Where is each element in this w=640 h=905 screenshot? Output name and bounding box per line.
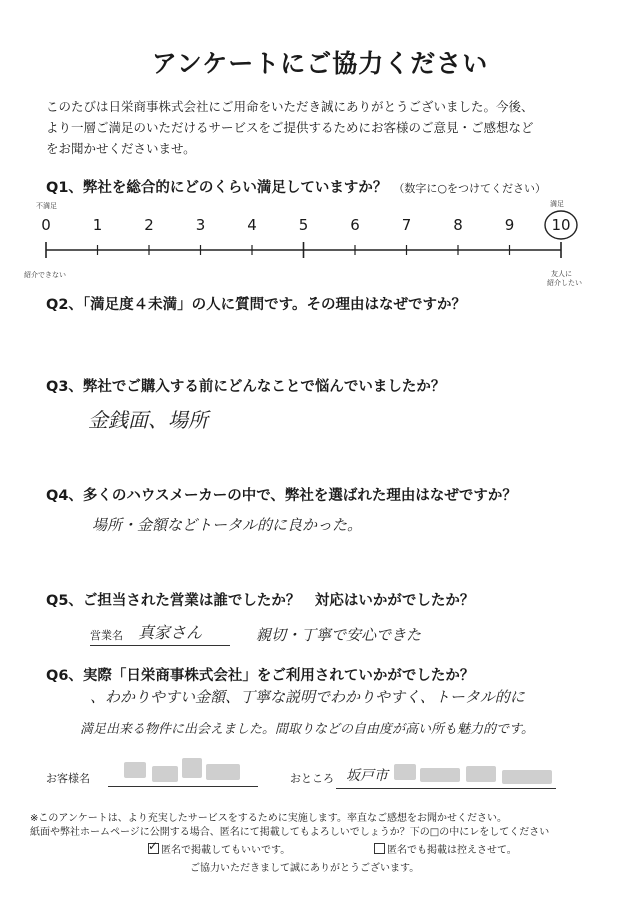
scale-number[interactable]: 4: [247, 216, 257, 234]
redacted-block: [466, 766, 496, 782]
sales-name-underline: [90, 645, 230, 646]
thanks-text: ご協力いただきまして誠にありがとうございます。: [190, 863, 420, 874]
question-4-answer: 場所・金額などトータル的に良かった。: [92, 516, 363, 534]
question-6-label: Q6、実際「日栄商事株式会社」をご利用されていかがでしたか？: [46, 668, 475, 684]
footer-note-1: ※このアンケートは、より充実したサービスをするために実施します。率直なご感想をお聞かせください。: [30, 813, 507, 824]
redacted-block: [206, 764, 240, 780]
question-5-label: Q5、ご担当された営業は誰でしたか？ 対応はいかがでしたか？: [46, 593, 475, 609]
scale-number[interactable]: 3: [195, 216, 206, 234]
scale-number[interactable]: 7: [401, 216, 412, 234]
customer-name-label: お客様名: [46, 772, 90, 785]
scale-high-top-label: 満足: [550, 200, 564, 208]
scale-low-top-label: 不満足: [36, 202, 57, 210]
scale-number[interactable]: 0: [41, 216, 51, 234]
consent-option-1-label: 匿名で掲載してもいいです。: [161, 845, 291, 856]
consent-option-2-label: 匿名でも掲載は控えさせて。: [387, 845, 517, 856]
question-3-label: Q3、弊社でご購入する前にどんなことで悩んでいましたか？: [46, 379, 446, 395]
checkbox-empty-icon[interactable]: [374, 843, 385, 854]
address-underline: [336, 788, 556, 789]
question-1: [46, 176, 546, 197]
scale-number[interactable]: 10: [551, 216, 571, 234]
address-label: おところ: [290, 772, 334, 785]
question-6-answer-line-2: 満足出来る物件に出会えました。間取りなどの自由度が高い所も魅力的です。: [80, 722, 534, 737]
scale-number[interactable]: 5: [298, 216, 309, 234]
question-3-answer: 金銭面、場所: [88, 408, 208, 432]
scale-number[interactable]: 6: [350, 216, 360, 234]
intro-line: より一層ご満足のいただけるサービスをご提供するためにお客様のご意見・ご感想など: [46, 120, 534, 135]
question-2-label: Q2、「満足度４未満」の人に質問です。その理由はなぜですか？: [46, 297, 467, 313]
question-4-label: Q4、多くのハウスメーカーの中で、弊社を選ばれた理由はなぜですか？: [46, 488, 517, 504]
scale-number[interactable]: 2: [144, 216, 154, 234]
redacted-block: [502, 770, 552, 784]
question-6-answer-line-1: 、わかりやすい金額、丁寧な説明でわかりやすく、トータル的に: [90, 688, 525, 706]
redacted-block: [152, 766, 178, 782]
question-5-answer: 親切・丁寧で安心できた: [256, 626, 422, 644]
scale-high-bottom-label-2: 紹介したい: [547, 279, 582, 287]
scale-number[interactable]: 9: [504, 216, 515, 234]
intro-line: をお聞かせくださいませ。: [46, 141, 196, 156]
footer-note-2: 紙面や弊社ホームページに公開する場合、匿名にて掲載してもよろしいでしょうか？下の□の中にレをしてください: [30, 827, 550, 838]
redacted-block: [124, 762, 146, 778]
intro-text: [46, 96, 606, 159]
satisfaction-scale: [20, 205, 620, 280]
redacted-block: [394, 764, 416, 780]
redacted-block: [182, 758, 202, 778]
customer-name-underline: [108, 786, 258, 787]
scale-number[interactable]: 1: [92, 216, 103, 234]
sales-name-label: 営業名: [90, 629, 123, 642]
address-city: 坂戸市: [346, 768, 388, 784]
intro-line: このたびは日栄商事株式会社にご用命をいただき誠にありがとうございました。今後、: [46, 99, 534, 114]
sales-name-value: 真家さん: [138, 623, 203, 642]
scale-high-bottom-label-1: 友人に: [551, 270, 572, 278]
question-1-label: Q1、弊社を総合的にどのくらい満足していますか？: [46, 180, 388, 196]
scale-low-bottom-label: 紹介できない: [24, 271, 66, 279]
page-title: アンケートにご協力ください: [151, 49, 489, 78]
redacted-block: [420, 768, 460, 782]
consent-option-2[interactable]: [374, 843, 640, 858]
question-1-note: （数字に○をつけてください）: [393, 182, 547, 195]
scale-number[interactable]: 8: [453, 216, 463, 234]
checkbox-checked-icon[interactable]: [148, 843, 159, 854]
